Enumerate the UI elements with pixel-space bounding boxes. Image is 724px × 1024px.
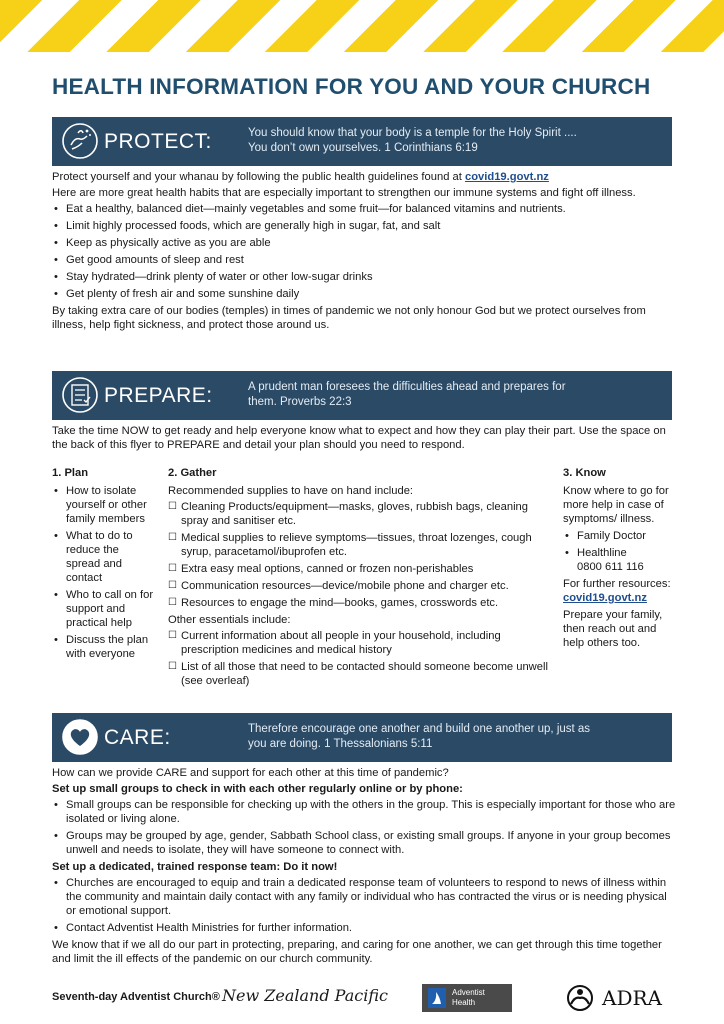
checklist-item: ☐ Extra easy meal options, canned or frozen non-perishables (168, 562, 552, 576)
prepare-quote-line2: them. Proverbs 22:3 (248, 396, 352, 408)
protect-closing: By taking extra care of our bodies (temples) in times of pandemic we not only honour God but we protect ourselves from illness, help fight sickness, and protect those around us. (52, 305, 646, 331)
care-quote-line2: you are doing. 1 Thessalonians 5:11 (248, 738, 433, 750)
list-item: • Discuss the plan with everyone (52, 633, 156, 661)
care-heading: CARE: (104, 726, 171, 749)
know-intro: Know where to go for more help in case of symptoms/ illness. (563, 485, 669, 525)
healthline-phone: 0800 611 116 (577, 561, 644, 573)
list-item: • Churches are encouraged to equip and train a dedicated response team of volunteers to respond to news of illness within the community and maintain daily contact with any family or individual who has contracted the virus or is needing physical or emotional support. (52, 876, 676, 918)
care-question: How can we provide CARE and support for each other at this time of pandemic? (52, 767, 449, 779)
plan-column (52, 466, 156, 664)
list-item: • Get good amounts of sleep and rest (52, 253, 676, 267)
checklist-item: ☐ Communication resources—device/mobile phone and charger etc. (168, 579, 552, 593)
care-quote-line1: Therefore encourage one another and build one another up, just as (248, 723, 591, 735)
prepare-quote (248, 380, 658, 410)
adventist-health-logo (422, 984, 512, 1012)
adventist-flame-icon (428, 988, 446, 1008)
footer (52, 984, 672, 1014)
protect-section (52, 170, 676, 334)
heart-icon (60, 717, 100, 757)
know-list (563, 529, 677, 574)
care-closing: We know that if we all do our part in protecting, preparing, and caring for one another, we can get through this time together and limit the ill effects of the pandemic on our church community. (52, 939, 662, 965)
protect-quote-line2: You don’t own yourselves. 1 Corinthians 6:19 (248, 142, 478, 154)
page-title: HEALTH INFORMATION FOR YOU AND YOUR CHURCH (52, 74, 651, 99)
care-subheading-team: Set up a dedicated, trained response team: Do it now! (52, 861, 338, 873)
ah-line1: Adventist (452, 988, 485, 997)
prepare-banner (52, 371, 672, 420)
know-column (563, 466, 677, 650)
sda-logo-text: Seventh-day Adventist Church® (52, 991, 220, 1003)
plan-list (52, 484, 156, 661)
adra-logo (562, 984, 672, 1012)
know-closing: Prepare your family, then reach out and help others too. (563, 609, 663, 649)
gather-column (168, 466, 552, 691)
supplies-list (168, 500, 552, 610)
protect-link[interactable]: covid19.govt.nz (464, 171, 549, 183)
list-item: • Family Doctor (563, 529, 677, 543)
checklist-item: ☐ Cleaning Products/equipment—masks, gloves, rubbish bags, cleaning spray and sanitiser etc. (168, 500, 552, 528)
adra-hands-icon (562, 984, 598, 1012)
hand-washing-icon (60, 121, 100, 161)
checklist-item: ☐ Resources to engage the mind—books, games, crosswords etc. (168, 596, 552, 610)
protect-intro-text: Protect yourself and your whanau by following the public health guidelines found at (52, 171, 462, 183)
nzp-logo-text: New Zealand Pacific (222, 986, 388, 1005)
list-item: • Stay hydrated—drink plenty of water or other low-sugar drinks (52, 270, 676, 284)
habits-intro: Here are more great health habits that are especially important to strengthen our immune systems and fight off illness. (52, 187, 636, 199)
care-subheading-groups: Set up small groups to check in with each other regularly online or by phone: (52, 783, 463, 795)
essentials-list (168, 629, 552, 688)
prepare-intro: Take the time NOW to get ready and help everyone know what to expect and how they can play their part. Use the space on the back of this flyer to PREPARE and detail your plan should you need to respond. (52, 425, 666, 451)
other-essentials-label: Other essentials include: (168, 614, 291, 626)
know-heading: 3. Know (563, 467, 606, 479)
groups-list (52, 798, 676, 857)
team-list (52, 876, 676, 935)
hazard-stripe (0, 0, 724, 52)
know-link[interactable]: covid19.govt.nz (563, 592, 647, 604)
gather-heading: 2. Gather (168, 467, 217, 479)
list-item: • How to isolate yourself or other family members (52, 484, 156, 526)
care-section (52, 766, 676, 968)
prepare-heading: PREPARE: (104, 384, 213, 407)
list-item: • Small groups can be responsible for checking up with the others in the group. This is especially important for those who are isolated or living alone. (52, 798, 676, 826)
care-banner (52, 713, 672, 762)
list-item: • Who to call on for support and practical help (52, 588, 156, 630)
checklist-icon (60, 375, 100, 415)
further-resources-label: For further resources: (563, 578, 671, 590)
list-item: • What to do to reduce the spread and contact (52, 529, 156, 585)
list-item: • Limit highly processed foods, which are generally high in sugar, fat, and salt (52, 219, 676, 233)
checklist-item: ☐ List of all those that need to be contacted should someone become unwell (see overleaf) (168, 660, 552, 688)
list-item: • Get plenty of fresh air and some sunshine daily (52, 287, 676, 301)
protect-quote (248, 126, 658, 156)
checklist-item: ☐ Medical supplies to relieve symptoms—tissues, throat lozenges, cough syrup, paracetamol/ibuprofen etc. (168, 531, 552, 559)
ah-line2: Health (452, 998, 476, 1007)
adra-text: ADRA (602, 986, 662, 1010)
checklist-item: ☐ Current information about all people in your household, including prescription medicines and medical history (168, 629, 552, 657)
healthline-label: Healthline (577, 547, 627, 559)
gather-intro: Recommended supplies to have on hand include: (168, 485, 414, 497)
care-quote (248, 722, 658, 752)
protect-banner (52, 117, 672, 166)
prepare-quote-line1: A prudent man foresees the difficulties ahead and prepares for (248, 381, 566, 393)
list-item (563, 546, 677, 574)
habits-list (52, 202, 676, 301)
list-item: • Groups may be grouped by age, gender, Sabbath School class, or existing small groups. If anyone in your group becomes unwell and needs to isolate, they will have someone to connect with. (52, 829, 676, 857)
protect-intro (52, 170, 676, 184)
protect-quote-line1: You should know that your body is a temple for the Holy Spirit .... (248, 127, 577, 139)
adventist-health-text (452, 988, 485, 1008)
list-item: • Eat a healthy, balanced diet—mainly vegetables and some fruit—for balanced vitamins and nutrients. (52, 202, 676, 216)
list-item: • Contact Adventist Health Ministries for further information. (52, 921, 676, 935)
list-item: • Keep as physically active as you are able (52, 236, 676, 250)
plan-heading: 1. Plan (52, 467, 89, 479)
protect-heading: PROTECT: (104, 130, 212, 153)
